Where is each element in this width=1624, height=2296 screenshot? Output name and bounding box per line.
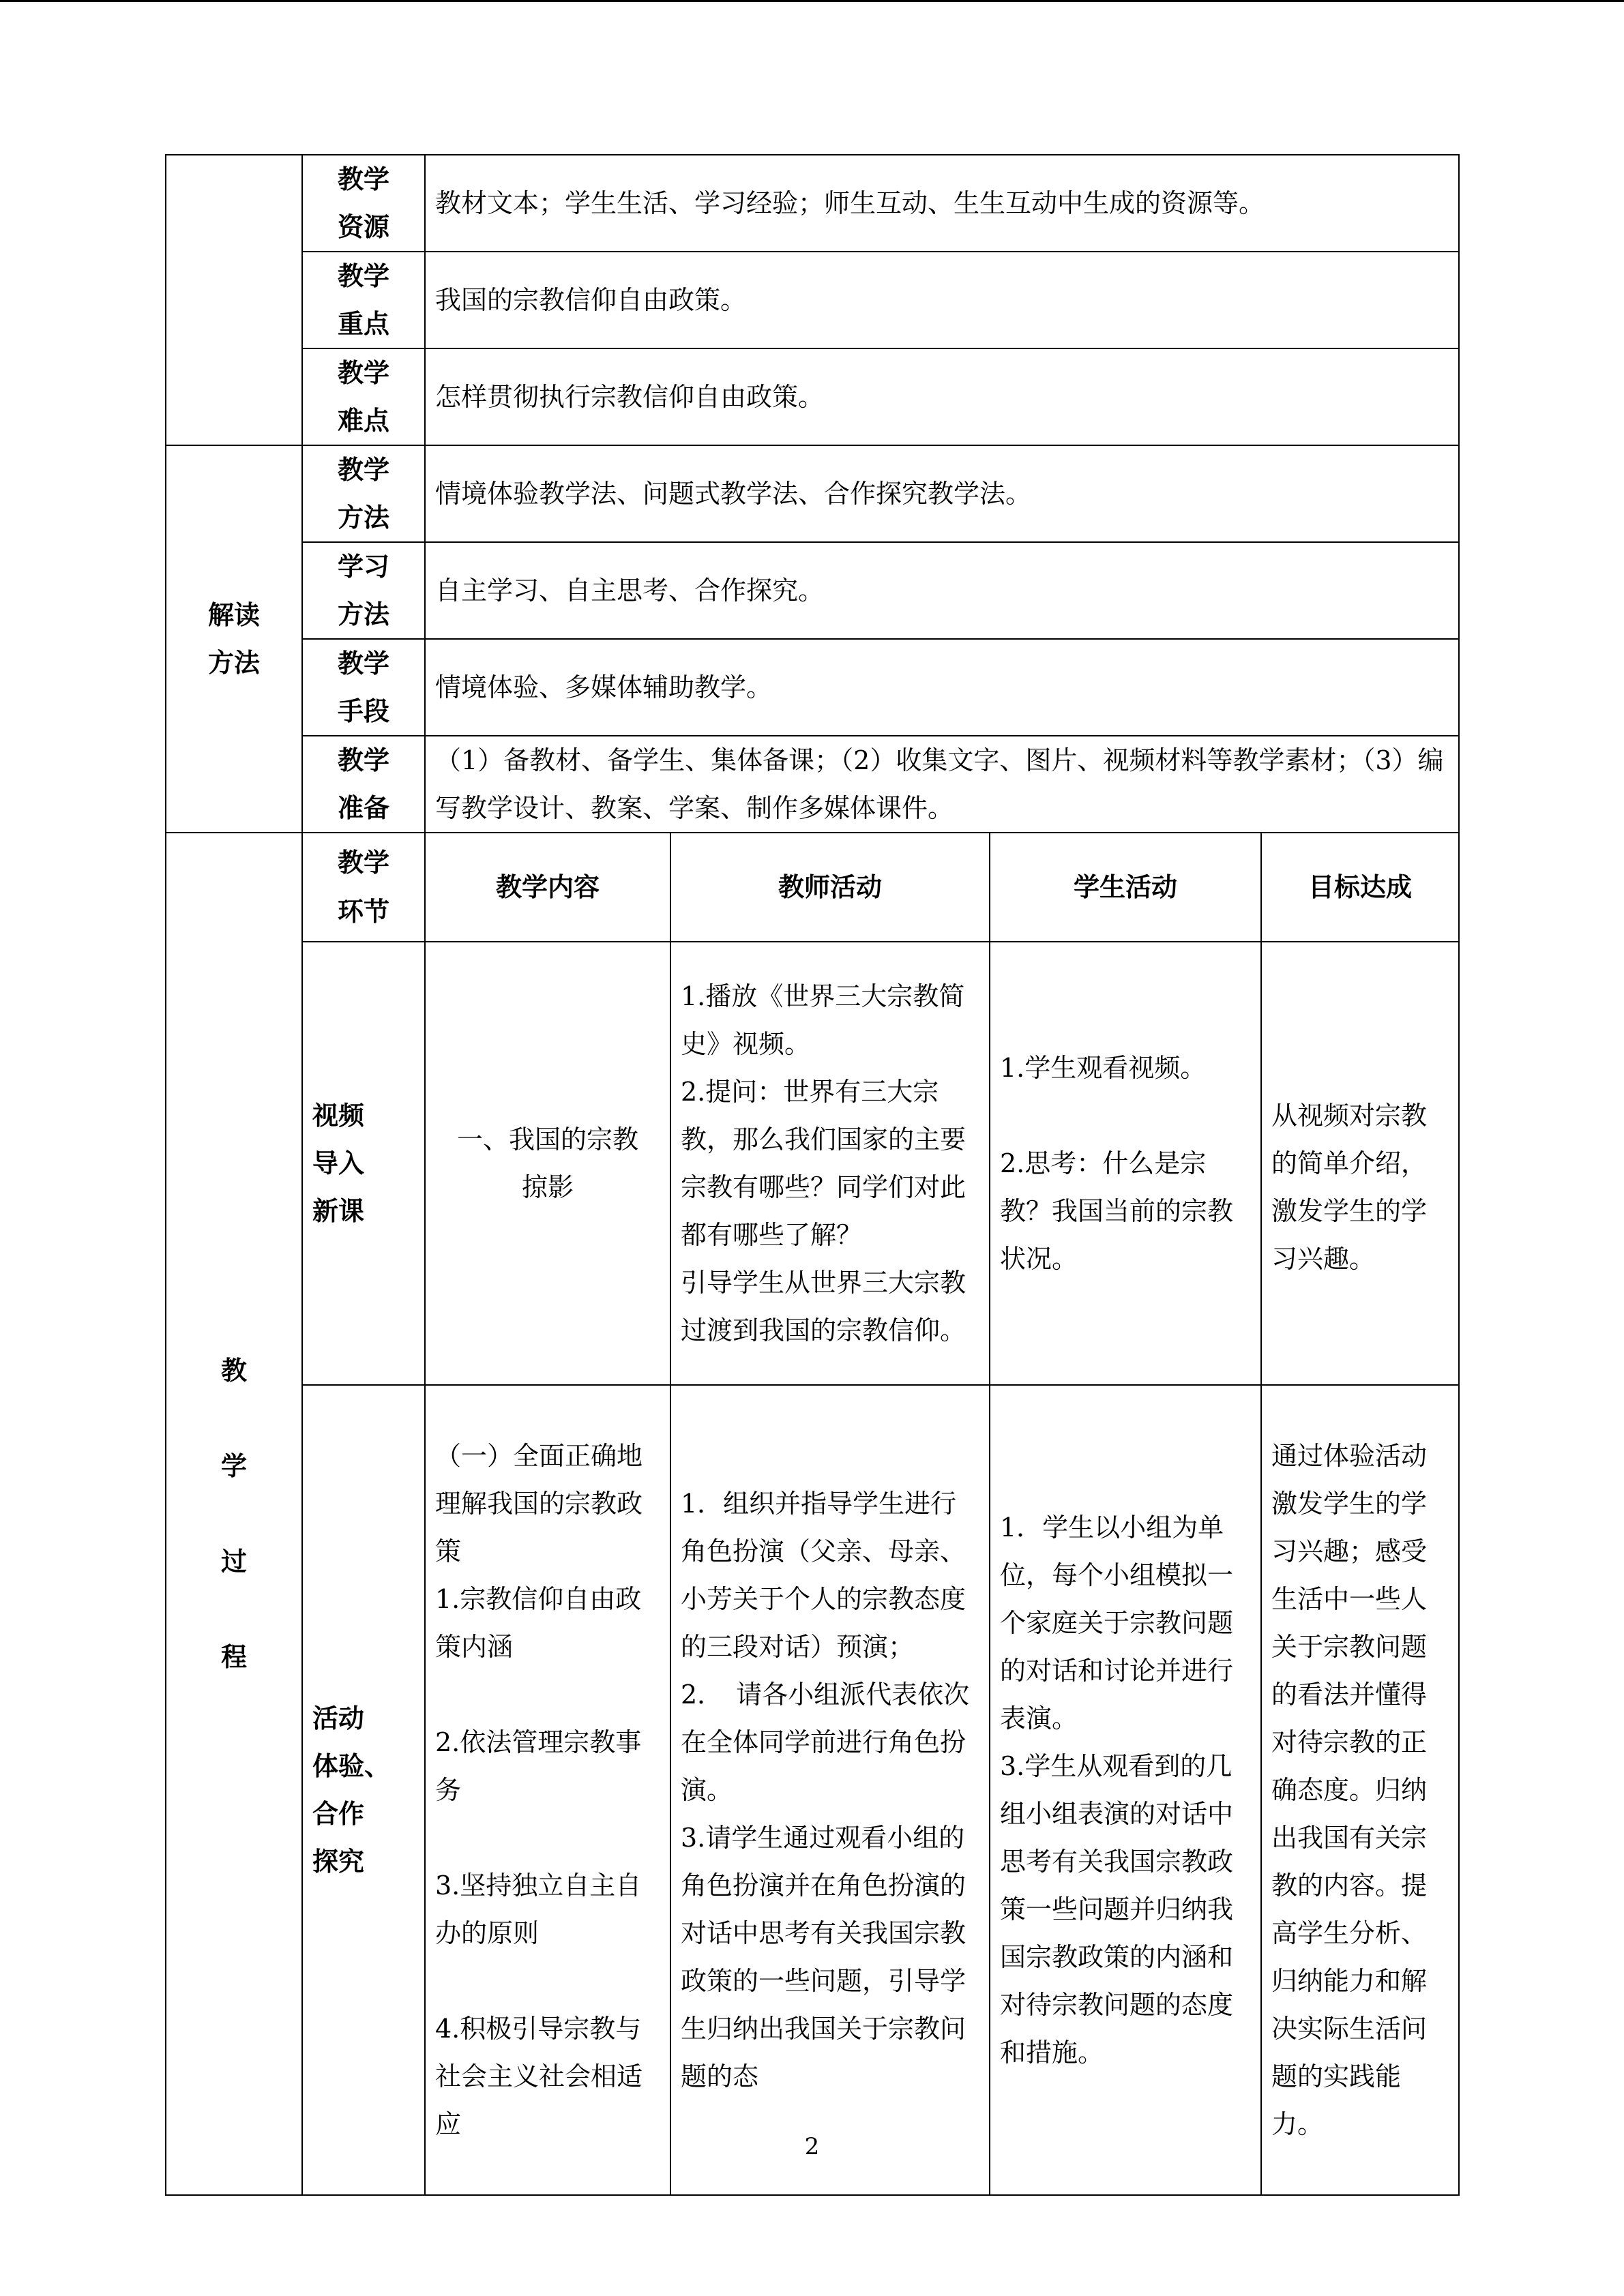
row-teaching-method	[166, 445, 1459, 542]
row-learning-method	[166, 542, 1459, 639]
student-activity: 1．学生以小组为单位，每个小组模拟一个家庭关于宗教问题的对话和讨论并进行表演。 3.学生从观看到的几组小组表演的对话中思考有关我国宗教政策一些问题并归纳我国宗教政策的内涵和对待宗教问题的态度和措施。	[990, 1385, 1261, 2195]
row-key-points	[166, 252, 1459, 348]
content-teaching-means: 情境体验、多媒体辅助教学。	[425, 639, 1459, 736]
lesson-plan-table	[165, 154, 1460, 2196]
content-video-intro: 一、我国的宗教 掠影	[425, 942, 670, 1385]
section-cell-empty	[166, 155, 302, 445]
teacher-activity: 1．组织并指导学生进行角色扮演（父亲、母亲、小芳关于个人的宗教态度的三段对话）预演； 2． 请各小组派代表依次在全体同学前进行角色扮演。 3.请学生通过观看小组的角色扮演并在角色扮演的对话中思考有关我国宗教政策的一些问题，引导学生归纳出我国关于宗教问题的态	[670, 1385, 990, 2195]
content-resources: 教材文本；学生生活、学习经验；师生互动、生生互动中生成的资源等。	[425, 155, 1459, 252]
header-stage: 教学 环节	[302, 833, 425, 942]
header-goal: 目标达成	[1261, 833, 1459, 942]
row-difficulties	[166, 348, 1459, 445]
label-difficulties: 教学 难点	[302, 348, 425, 445]
row-teaching-prep	[166, 736, 1459, 833]
header-content: 教学内容	[425, 833, 670, 942]
label-teaching-prep: 教学 准备	[302, 736, 425, 833]
content-learning-method: 自主学习、自主思考、合作探究。	[425, 542, 1459, 639]
header-student: 学生活动	[990, 833, 1261, 942]
stage-activity: 活动 体验、 合作 探究	[302, 1385, 425, 2195]
stage-video-intro: 视频 导入 新课	[302, 942, 425, 1385]
top-border-line	[0, 0, 1624, 2]
label-key-points: 教学 重点	[302, 252, 425, 348]
goal-activity: 通过体验活动激发学生的学习兴趣；感受生活中一些人关于宗教问题的看法并懂得对待宗教的正确态度。归纳出我国有关宗教的内容。提高学生分析、归纳能力和解决实际生活问题的实践能力。	[1261, 1385, 1459, 2195]
page-number: 2	[804, 2133, 820, 2160]
content-key-points: 我国的宗教信仰自由政策。	[425, 252, 1459, 348]
label-resources: 教学 资源	[302, 155, 425, 252]
goal-video-intro: 从视频对宗教的简单介绍，激发学生的学习兴趣。	[1261, 942, 1459, 1385]
student-video-intro: 1.学生观看视频。 2.思考：什么是宗教？我国当前的宗教状况。	[990, 942, 1261, 1385]
row-process-header	[166, 833, 1459, 942]
header-teacher: 教师活动	[670, 833, 990, 942]
content-difficulties: 怎样贯彻执行宗教信仰自由政策。	[425, 348, 1459, 445]
row-teaching-means	[166, 639, 1459, 736]
label-teaching-method: 教学 方法	[302, 445, 425, 542]
row-resources	[166, 155, 1459, 252]
label-teaching-means: 教学 手段	[302, 639, 425, 736]
row-process-activity	[166, 1385, 1459, 2195]
content-teaching-method: 情境体验教学法、问题式教学法、合作探究教学法。	[425, 445, 1459, 542]
content-activity: （一）全面正确地理解我国的宗教政策 1.宗教信仰自由政策内涵 2.依法管理宗教事务 3.坚持独立自主自办的原则 4.积极引导宗教与社会主义社会相适应	[425, 1385, 670, 2195]
teacher-video-intro: 1.播放《世界三大宗教简史》视频。 2.提问：世界有三大宗教，那么我们国家的主要宗教有哪些？同学们对此都有哪些了解？ 引导学生从世界三大宗教过渡到我国的宗教信仰。	[670, 942, 990, 1385]
row-process-video-intro	[166, 942, 1459, 1385]
content-teaching-prep: （1）备教材、备学生、集体备课；（2）收集文字、图片、视频材料等教学素材；（3）编写教学设计、教案、学案、制作多媒体课件。	[425, 736, 1459, 833]
label-learning-method: 学习 方法	[302, 542, 425, 639]
section-label-method: 解读 方法	[166, 445, 302, 833]
section-label-process: 教 学 过 程	[166, 833, 302, 2195]
